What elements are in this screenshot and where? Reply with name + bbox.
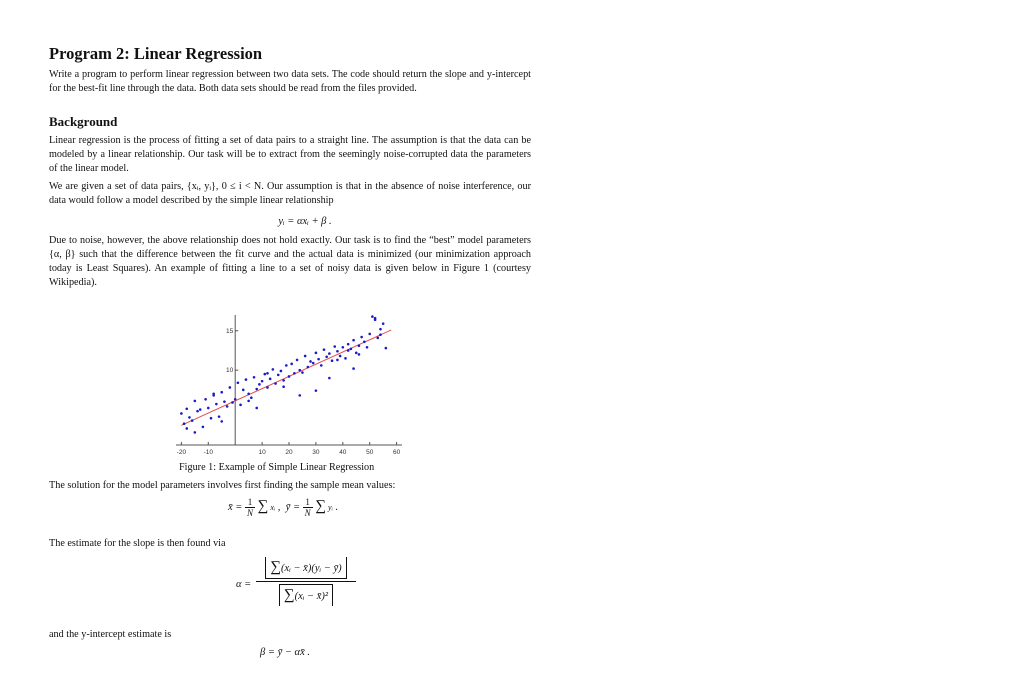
data-point [339,355,342,358]
data-point [355,352,358,355]
data-point [204,398,207,401]
x-tick-label: -20 [176,449,187,456]
data-point [237,381,240,384]
data-point [223,400,226,403]
data-point [210,417,213,420]
data-point [309,360,312,363]
data-point [218,415,221,418]
data-point [234,398,237,401]
data-point [360,336,363,339]
data-point [304,355,307,358]
data-point [258,383,261,386]
data-point [374,317,377,320]
data-point [253,376,256,379]
data-point [226,405,229,408]
data-point [312,362,315,365]
data-point [247,392,250,395]
data-point [242,389,245,392]
data-point [320,364,323,367]
data-point [255,407,258,410]
document-body [49,40,531,290]
data-point [347,349,350,352]
data-point [280,370,283,373]
data-point [185,407,188,410]
data-point [371,315,374,318]
data-point [342,346,345,349]
data-point [215,403,218,406]
data-point [229,386,232,389]
data-point [282,385,285,388]
data-point [285,364,288,367]
x-tick-label: 40 [339,449,347,456]
background-paragraph-3: Due to noise, however, the above relationship does not hold exactly. Our task is to find the “best” model parameters {α, β} such that the difference between the fit curve and the actual data is minimized (our minimization approach today is Least Squares). An example of fitting a line to a set of noisy data is given below in Figure 1 (courtesy Wikipedia). [49,235,531,288]
data-point [331,359,334,362]
data-point [196,410,199,413]
data-point [315,352,318,355]
background-paragraph-1: Linear regression is the process of fitting a set of data pairs to a straight line. The assumption is that the data can be modeled by a linear relationship. Our task will be to extract from the seemingly noise-corrupted data the parameters of the linear model. [49,135,531,174]
data-point [301,371,304,374]
data-point [207,407,210,410]
model-equation: yᵢ = αxᵢ + β . [278,216,332,227]
x-tick-label: 50 [366,449,374,456]
x-tick-label: -10 [203,449,213,456]
data-point [194,431,197,434]
data-point [274,382,277,385]
data-point [368,333,371,336]
data-point [202,426,205,429]
data-point [350,348,353,351]
data-point [298,394,301,397]
data-point [366,346,369,349]
data-point [191,419,194,422]
data-point [290,363,293,366]
mean-equations: x̄ = $\frac{1}{N}$ ∑ xᵢ , ȳ = $\frac{1}{N}$ ∑ yᵢ . [228,497,339,518]
data-point [358,344,361,347]
data-point [293,372,296,375]
data-point [385,347,388,350]
data-point [358,353,361,356]
data-point [352,339,355,342]
x-tick-label: 30 [312,449,320,456]
data-point [220,420,223,423]
data-point [277,374,280,377]
chart-axes [176,315,402,445]
data-point [379,333,382,336]
data-point [263,373,266,376]
y-tick-label: 10 [225,367,234,375]
data-point [269,378,272,381]
intercept-paragraph: and the y-intercept estimate is [49,629,172,640]
data-point [220,391,223,394]
y-tick-label: 15 [225,327,234,335]
data-point [336,350,339,353]
fit-line [181,327,391,425]
x-tick-label: 10 [258,449,266,456]
data-point [247,400,250,403]
data-point [282,379,285,382]
data-point [344,357,347,360]
regression-figure [170,313,406,458]
data-point [188,416,191,419]
data-point [347,343,350,346]
intro-paragraph: Write a program to perform linear regression between two data sets. The code should return the slope and y-intercept for the best-fit line through the data. Both data sets should be read from the files provided. [49,69,531,94]
data-point [180,412,183,415]
background-heading: Background [49,114,118,129]
data-point [212,392,215,395]
x-tick-label: 60 [393,449,401,456]
fit-line-group [181,327,391,425]
x-tick-label: 20 [285,449,293,456]
data-point [352,367,355,370]
data-point [272,368,275,371]
data-point [307,366,310,369]
page-title: Program 2: Linear Regression [49,44,263,63]
data-point [261,380,264,383]
data-point [336,359,339,362]
data-point [288,375,291,378]
solution-paragraph: The solution for the model parameters involves first finding the sample mean values: [49,480,396,491]
data-point [266,372,269,375]
data-point [231,401,234,404]
data-point [315,389,318,392]
figure-caption: Figure 1: Example of Simple Linear Regression [179,462,375,473]
data-point [379,328,382,331]
data-point [317,358,320,361]
background-paragraph-2: We are given a set of data pairs, {xᵢ, yᵢ}, 0 ≤ i < N. Our assumption is that in the absence of noise interference, our data would follow a model described by the simple linear relationship [49,181,531,206]
data-point [382,322,385,325]
data-point [296,359,299,362]
data-point [239,404,242,407]
data-point [245,378,248,381]
slope-paragraph: The estimate for the slope is then found via [49,538,226,549]
data-point [255,388,258,391]
data-point [325,355,328,358]
data-points [180,315,387,433]
data-point [199,408,202,411]
data-point [266,386,269,389]
data-point [328,377,331,380]
data-point [328,352,331,355]
data-point [194,400,197,403]
data-point [363,340,366,343]
data-point [323,348,326,351]
data-point [376,337,379,340]
data-point [333,345,336,348]
data-point [183,422,186,425]
data-point [298,369,301,372]
data-point [250,396,253,399]
intercept-equation: β = ȳ − αx̄ . [260,647,310,658]
data-point [185,427,188,430]
